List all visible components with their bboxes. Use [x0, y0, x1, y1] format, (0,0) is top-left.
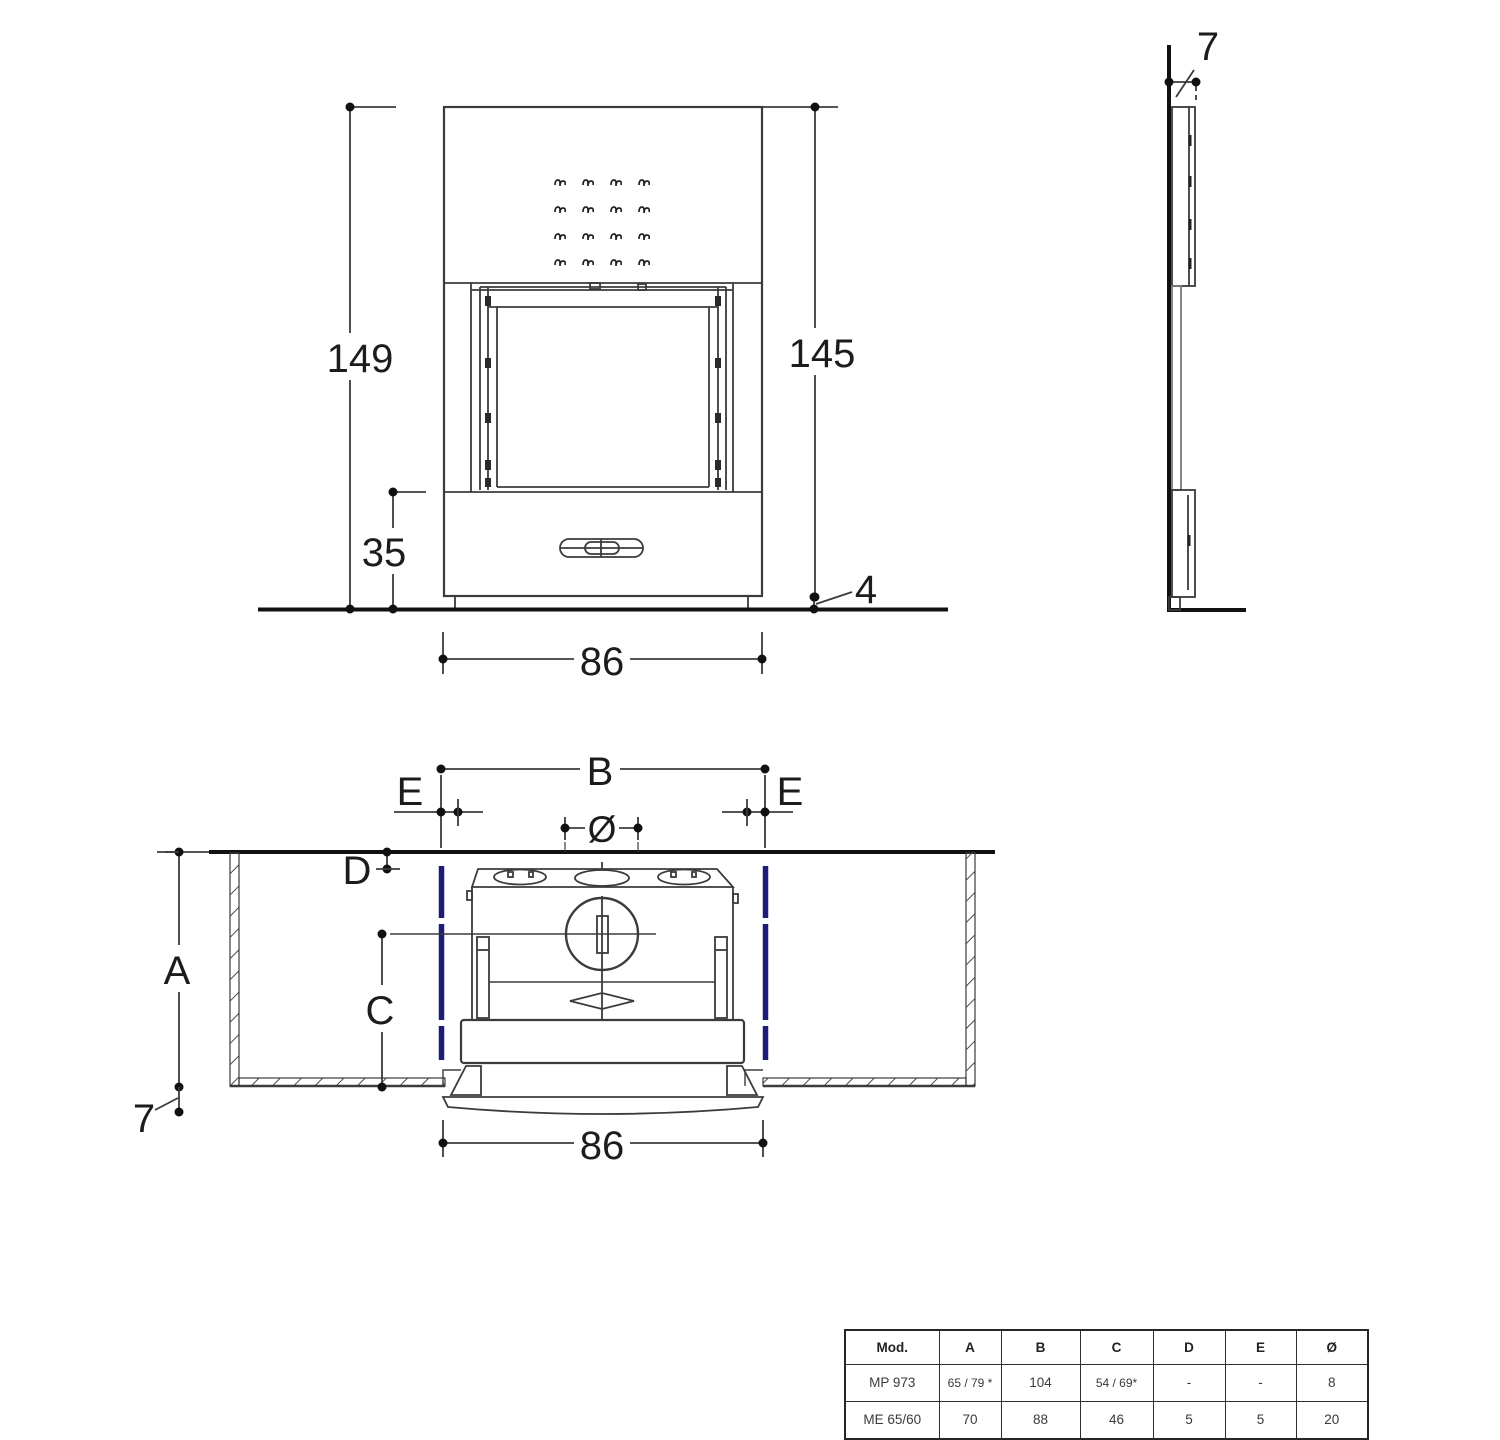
col-header-mod: Mod. [845, 1330, 939, 1364]
firebox-window [480, 283, 726, 490]
dim-A-label: A [163, 949, 191, 993]
value-b: 104 [1001, 1364, 1080, 1401]
dim-7-floor [133, 1087, 184, 1141]
dim-B-label: B [586, 750, 614, 794]
dim-7-floor-label: 7 [132, 1097, 156, 1141]
table-row [845, 1401, 1368, 1439]
stove-top-view [390, 862, 763, 1114]
base-handle [560, 539, 643, 557]
value-e: - [1225, 1364, 1296, 1401]
table-header-row [845, 1330, 1368, 1364]
dim-D [343, 848, 400, 894]
dim-E-left [394, 770, 483, 826]
dim-A [157, 848, 196, 1092]
dim-86-plan [439, 1120, 768, 1168]
stove-body-outline [444, 107, 762, 596]
table-row [845, 1364, 1368, 1401]
dim-35 [359, 488, 426, 614]
dim-diameter [561, 809, 643, 852]
dim-86-plan-label: 86 [579, 1124, 625, 1168]
value-dia: 20 [1296, 1401, 1368, 1439]
dim-145-label: 145 [788, 332, 856, 376]
dim-4-label: 4 [854, 568, 878, 612]
value-e: 5 [1225, 1401, 1296, 1439]
side-base-panel [1172, 490, 1195, 597]
value-c: 46 [1080, 1401, 1153, 1439]
dim-C-label: C [365, 989, 395, 1033]
dim-7-side-label: 7 [1196, 25, 1220, 69]
right-wall-hatch [966, 853, 975, 1086]
value-dia: 8 [1296, 1364, 1368, 1401]
dim-diameter-label: Ø [587, 809, 617, 850]
dim-E-left-label: E [396, 770, 424, 814]
model-dimensions-table [844, 1329, 1369, 1440]
value-a: 65 / 79 * [939, 1364, 1001, 1401]
col-header-e: E [1225, 1330, 1296, 1364]
dim-E-right [722, 770, 803, 826]
dim-86-front [439, 632, 767, 684]
value-d: - [1153, 1364, 1225, 1401]
plinth [455, 596, 748, 609]
dim-35-label: 35 [361, 531, 407, 575]
value-d: 5 [1153, 1401, 1225, 1439]
dim-86-front-label: 86 [579, 640, 625, 684]
side-window-strip [1172, 286, 1181, 490]
col-header-d: D [1153, 1330, 1225, 1364]
col-header-dia: Ø [1296, 1330, 1368, 1364]
dim-7-side [1165, 25, 1220, 103]
value-b: 88 [1001, 1401, 1080, 1439]
model-name: MP 973 [845, 1364, 939, 1401]
dim-145 [762, 103, 855, 602]
col-header-a: A [939, 1330, 1001, 1364]
value-c: 54 / 69* [1080, 1364, 1153, 1401]
col-header-c: C [1080, 1330, 1153, 1364]
value-a: 70 [939, 1401, 1001, 1439]
dim-149-label: 149 [326, 337, 394, 381]
dim-E-right-label: E [776, 770, 804, 814]
dim-D-label: D [342, 849, 372, 893]
hinge-marks [485, 296, 721, 487]
left-wall-hatch [230, 853, 239, 1086]
dim-4-plinth [810, 568, 878, 614]
front-plinth-curve [443, 1097, 763, 1114]
col-header-b: B [1001, 1330, 1080, 1364]
stove-base-top [461, 1020, 744, 1063]
front-view [258, 103, 948, 685]
model-name: ME 65/60 [845, 1401, 939, 1439]
side-view [1165, 25, 1247, 610]
plan-view [133, 748, 995, 1168]
vent-grid [555, 180, 649, 266]
side-hood-panel [1172, 107, 1195, 286]
dim-C [361, 930, 399, 1092]
